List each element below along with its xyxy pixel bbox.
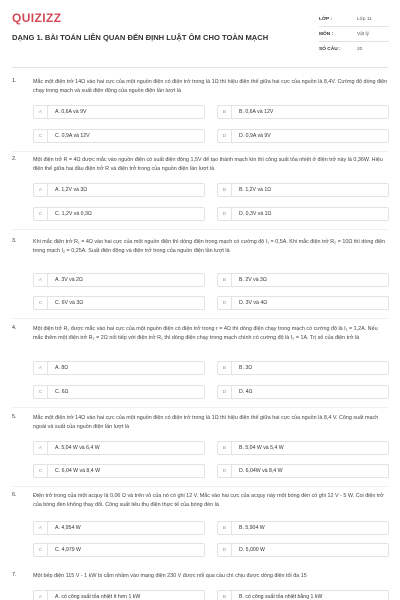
option-text: B. 0,6A và 12V [239, 109, 274, 115]
option-letter: A [34, 522, 48, 534]
option-text: C. 4,979 W [55, 547, 81, 553]
option-text: B. 2V và 3Ω [239, 277, 267, 283]
option-text: C. 6V và 3Ω [55, 300, 84, 306]
option-text: A. 0,6A và 9V [55, 109, 87, 115]
option-text: C. 6Ω [55, 389, 69, 395]
option-a[interactable] [33, 273, 205, 287]
option-text: D. 0,3V và 1Ω [239, 211, 272, 217]
question-divider [12, 486, 388, 487]
option-text: D. 3V và 4Ω [239, 300, 268, 306]
option-c[interactable] [33, 129, 205, 143]
question-divider [12, 151, 388, 152]
option-b[interactable] [217, 441, 389, 455]
option-letter: B [218, 442, 232, 454]
question-divider [12, 318, 388, 319]
question-number: 5. [12, 414, 17, 420]
question-number: 2. [12, 156, 17, 162]
option-d[interactable] [217, 207, 389, 221]
meta-subject-value: Vật lý [357, 31, 369, 37]
option-text: B. 5,904 W [239, 525, 265, 531]
option-b[interactable] [217, 183, 389, 197]
question-divider [12, 229, 388, 230]
option-letter: D [218, 465, 232, 477]
meta-class-value: Lớp 11 [357, 16, 372, 22]
option-c[interactable] [33, 207, 205, 221]
option-letter: B [218, 362, 232, 374]
option-text: A. 4,954 W [55, 525, 81, 531]
option-text: D. 6,04W và 8,4 W [239, 468, 283, 474]
option-letter: A [34, 362, 48, 374]
option-d[interactable] [217, 543, 389, 557]
option-letter: C [34, 544, 48, 556]
option-text: B. có công suất tỏa nhiệt bằng 1 kW [239, 594, 323, 600]
meta-subject-label: MÔN : [319, 31, 334, 37]
option-text: B. 3Ω [239, 365, 253, 371]
document-title: DẠNG 1. BÀI TOÁN LIÊN QUAN ĐẾN ĐỊNH LUẬT ÔM CHO TOÀN MẠCH [12, 33, 269, 42]
option-letter: C [34, 386, 48, 398]
meta-count-row [319, 42, 389, 57]
option-text: D. 0,9A và 9V [239, 133, 271, 139]
question-number: 6. [12, 492, 17, 498]
question-text: Một bếp điện 115 V - 1 kW bị cắm nhầm vào mạng điện 230 V được nối qua cầu chì chịu được dòng điện tối đa 15 [33, 573, 307, 579]
option-d[interactable] [217, 464, 389, 478]
option-a[interactable] [33, 183, 205, 197]
meta-subject-row [319, 27, 389, 42]
meta-info [319, 12, 389, 57]
option-text: A. 5,04 W và 6,4 W [55, 445, 100, 451]
option-letter: D [218, 208, 232, 220]
option-letter: C [34, 208, 48, 220]
page-header [0, 0, 400, 64]
option-text: B. 1,2V và 1Ω [239, 187, 272, 193]
option-a[interactable] [33, 590, 205, 600]
option-text: D. 5,000 W [239, 547, 265, 553]
option-b[interactable] [217, 590, 389, 600]
question-number: 4. [12, 325, 17, 331]
option-letter: C [34, 130, 48, 142]
option-text: A. 3V và 2Ω [55, 277, 83, 283]
option-text: A. 1,2V và 3Ω [55, 187, 88, 193]
option-text: A. 8Ω [55, 365, 69, 371]
option-text: D. 4Ω [239, 389, 253, 395]
option-d[interactable] [217, 129, 389, 143]
option-a[interactable] [33, 105, 205, 119]
question-text: Mắc một điện trở 14Ω vào hai cực của một nguồn điện có điện trở trong là 1Ω thì hiệu điện thế giữa hai cực của nguồn là 8,4 V. Công suất mạch ngoài và suất của nguồn điện lần lượt là [33, 415, 379, 430]
question-text: Khi mắc điện trở R₁ = 4Ω vào hai cực của một nguồn điện thì dòng điện trong mạch có cường độ I₁ = 0,5A. Khi mắc điện trở R₂ = 10Ω thì dòng điện trong mạch I₂ = 0,25A. Suất điện động và điện trở trong của nguồn điện lần lượt là [33, 239, 386, 254]
option-d[interactable] [217, 385, 389, 399]
option-letter: B [218, 591, 232, 600]
option-letter: A [34, 274, 48, 286]
question-text: Điện trở trong của một acquy là 0,06 Ω và trên vỏ của nó có ghi 12 V. Mắc vào hai cực của acquy này một bóng đèn có ghi 12 V - 5 W. Coi điện trở của bóng đèn không thay đổi. Công suất tiêu thụ điện thực tế của bóng đèn là [33, 493, 384, 508]
question-number: 7. [12, 572, 17, 578]
question-text: Mắc một điện trở 14Ω vào hai cực của một nguồn điện có điện trở trong là 1Ω thì hiệu điện thế giữa hai cực của nguồn là 8,4V. Cường độ dòng điện chạy trong mạch và suất điện động của nguồn điện lần lượt là [33, 79, 388, 94]
option-c[interactable] [33, 296, 205, 310]
question-text: Một điện trở R₁ được mắc vào hai cực của một nguồn điện có điện trở trong r = 4Ω thì dòng điện chạy trong mạch có cường độ là I₁ = 1,2A. Nếu mắc thêm một điện trở R₂ = 2Ω nối tiếp với điện trở R₁ thì dòng điện chạy trong mạch chính có cường độ là I₂ = 1A. Trị số của điện trở là [33, 326, 378, 341]
option-letter: B [218, 184, 232, 196]
meta-class-row [319, 12, 389, 27]
option-b[interactable] [217, 361, 389, 375]
option-a[interactable] [33, 361, 205, 375]
option-c[interactable] [33, 543, 205, 557]
header-divider [12, 67, 388, 68]
question-number: 1. [12, 78, 17, 84]
option-letter: C [34, 465, 48, 477]
meta-class-label: LỚP : [319, 16, 333, 22]
question-number: 3. [12, 238, 17, 244]
option-text: B. 5,04 W và 5,4 W [239, 445, 284, 451]
option-a[interactable] [33, 441, 205, 455]
option-text: C. 0,9A và 12V [55, 133, 90, 139]
meta-count-value: 20 [357, 47, 363, 52]
option-b[interactable] [217, 105, 389, 119]
meta-count-label: SỐ CÂU : [319, 47, 341, 52]
option-letter: D [218, 544, 232, 556]
option-letter: D [218, 386, 232, 398]
question-divider [12, 407, 388, 408]
option-c[interactable] [33, 464, 205, 478]
option-b[interactable] [217, 273, 389, 287]
option-letter: D [218, 297, 232, 309]
quizizz-logo: QUIZIZZ [12, 11, 62, 25]
option-text: C. 1,2V và 0,3Ω [55, 211, 92, 217]
option-text: A. có công suất tỏa nhiệt ít hơn 1 kW [55, 594, 141, 600]
option-letter: C [34, 297, 48, 309]
option-letter: B [218, 106, 232, 118]
option-d[interactable] [217, 296, 389, 310]
option-text: C. 6,04 W và 8,4 W [55, 468, 100, 474]
option-letter: B [218, 522, 232, 534]
option-letter: D [218, 130, 232, 142]
option-letter: A [34, 184, 48, 196]
option-letter: A [34, 442, 48, 454]
option-a[interactable] [33, 521, 205, 535]
question-text: Một điện trở R = 4Ω được mắc vào nguồn điện có suất điện động 1,5V để tạo thành mạch kín thì công suất tỏa nhiệt ở điện trở này là 0,36W. Hiệu điện thế giữa hai đầu điện trở R và điện trở trong của nguồn điện lần lượt là [33, 157, 383, 172]
option-b[interactable] [217, 521, 389, 535]
option-c[interactable] [33, 385, 205, 399]
option-letter: B [218, 274, 232, 286]
option-letter: A [34, 106, 48, 118]
option-letter: A [34, 591, 48, 600]
